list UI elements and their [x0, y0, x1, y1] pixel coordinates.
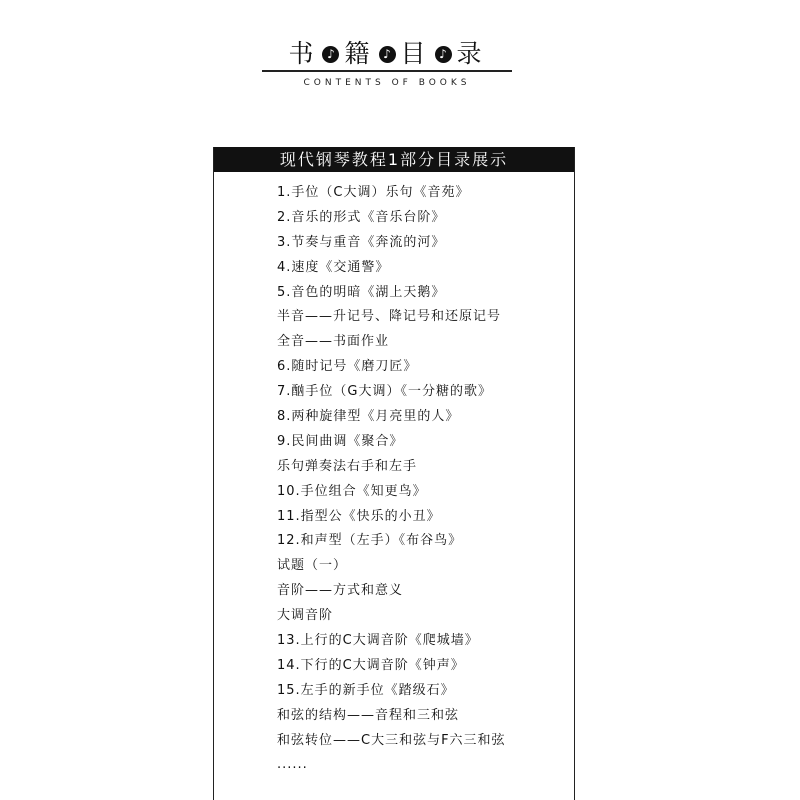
header-char: 籍 — [344, 39, 374, 68]
toc-item: 音阶——方式和意义 — [277, 583, 404, 599]
page-header — [262, 38, 512, 88]
toc-item: 乐句弹奏法右手和左手 — [277, 458, 418, 474]
toc-item: 15.左手的新手位《踏级石》 — [277, 682, 455, 698]
toc-item: 8.两种旋律型《月亮里的人》 — [277, 409, 460, 425]
toc-item: 12.和声型（左手）《布谷鸟》 — [277, 533, 463, 549]
header-char: 书 — [288, 39, 318, 68]
toc-item: 和弦的结构——音程和三和弦 — [277, 707, 460, 723]
header-char: 目 — [400, 39, 430, 68]
header-title — [262, 38, 512, 70]
toc-item: 11.指型公《快乐的小丑》 — [277, 508, 441, 524]
contents-box-title: 现代钢琴教程1部分目录展示 — [214, 147, 574, 172]
toc-ellipsis: ...... — [277, 757, 308, 773]
toc-item: 大调音阶 — [277, 608, 334, 624]
toc-item: 7.酗手位（G大调）《一分糖的歌》 — [277, 384, 492, 400]
toc-item: 1.手位（C大调）乐句《音苑》 — [277, 185, 470, 200]
toc-item: 5.音色的明暗《湖上天鹅》 — [277, 284, 446, 300]
toc-list — [277, 181, 506, 778]
toc-item: 6.随时记号《磨刀匠》 — [277, 359, 418, 375]
header-subtitle: CONTENTS OF BOOKS — [303, 78, 471, 88]
toc-item: 14.下行的C大调音阶《钟声》 — [277, 657, 465, 673]
header-divider — [262, 70, 512, 72]
toc-item: 13.上行的C大调音阶《爬城墙》 — [277, 633, 479, 649]
toc-item: 半音——升记号、降记号和还原记号 — [277, 309, 502, 325]
toc-item: 3.节奏与重音《奔流的河》 — [277, 234, 446, 250]
header-char: 录 — [456, 39, 486, 68]
toc-item: 全音——书面作业 — [277, 334, 390, 350]
toc-item: 10.手位组合《知更鸟》 — [277, 483, 427, 499]
music-note-icon: ♪ — [379, 46, 396, 63]
toc-item: 4.速度《交通警》 — [277, 259, 390, 275]
toc-item: 试题（一） — [277, 558, 348, 574]
toc-item: 9.民间曲调《聚合》 — [277, 433, 404, 449]
toc-item: 2.音乐的形式《音乐台阶》 — [277, 209, 446, 225]
music-note-icon: ♪ — [435, 46, 452, 63]
music-note-icon: ♪ — [322, 46, 339, 63]
toc-item: 和弦转位——C大三和弦与F六三和弦 — [277, 732, 506, 748]
contents-box — [213, 147, 575, 800]
